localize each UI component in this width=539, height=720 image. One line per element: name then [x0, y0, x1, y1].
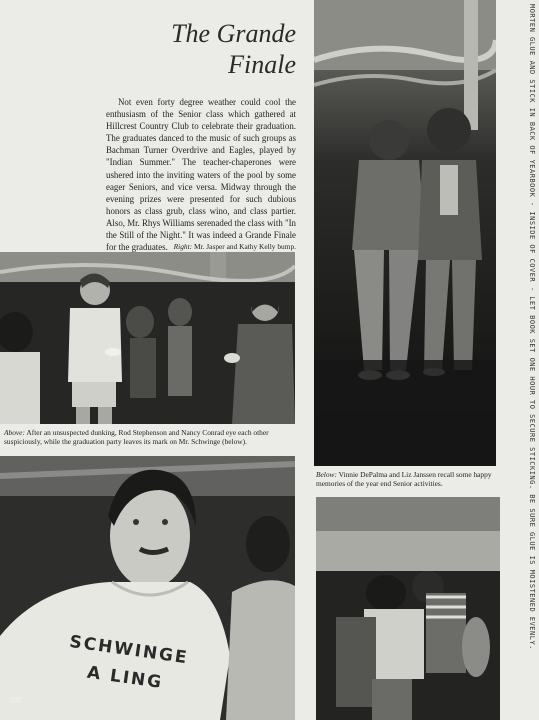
shirt-text-line-1: SCHWINGE: [68, 631, 190, 669]
caption-below-label: Below:: [316, 470, 337, 479]
title-line-1: The Grande: [171, 19, 296, 48]
caption-above: [4, 428, 294, 446]
caption-right-label: Right:: [173, 242, 193, 251]
title-line-2: Finale: [228, 50, 296, 79]
caption-below: [316, 470, 496, 488]
caption-right: [106, 242, 296, 251]
shirt-text-line-2: A LING: [85, 662, 165, 694]
article-body: Not even forty degree weather could cool the enthusiasm of the Senior class which gathered at Hillcrest Country Club to celebrate their graduation. The graduates danced to the music of such groups as Bachman Turner Overdrive and Eagles, played by "Indian Summer." The teacher-chaperones were ushered into the inviting waters of the pool by some eager Seniors, and vice versa. Midway through the evening prizes were presented for such dubious honors as class grub, class wino, and class partier. Also, Mr. Rhys Williams serenaded the class with "In the Still of the Night." It was indeed a Grande Finale for the graduates.: [106, 97, 296, 253]
page-number: 232: [10, 697, 22, 704]
photo-dancing-couple: [314, 0, 496, 466]
margin-instruction-note: MORTEN GLUE AND STICK IN BACK OF YEARBOOK - INSIDE OF COVER - LET BOOK SET ONE HOUR TO SECURE STICKING. BE SURE GLUE IS MOISTENED EVENLY.: [528, 4, 536, 650]
photo-senior-activities: [316, 497, 500, 720]
caption-below-text: Vinnie DePalma and Liz Janssen recall some happy memories of the year end Senior activities.: [316, 470, 492, 489]
caption-right-text: Mr. Jasper and Kathy Kelly bump.: [193, 242, 296, 251]
article-title: [130, 18, 296, 80]
caption-above-label: Above:: [4, 428, 25, 437]
caption-above-text: After an unsuspected dunking, Rod Stephenson and Nancy Conrad eye each other suspiciously, while the graduation party leaves its mark on Mr. Schwinge (below).: [4, 428, 269, 447]
photo-after-dunking: [0, 252, 295, 424]
